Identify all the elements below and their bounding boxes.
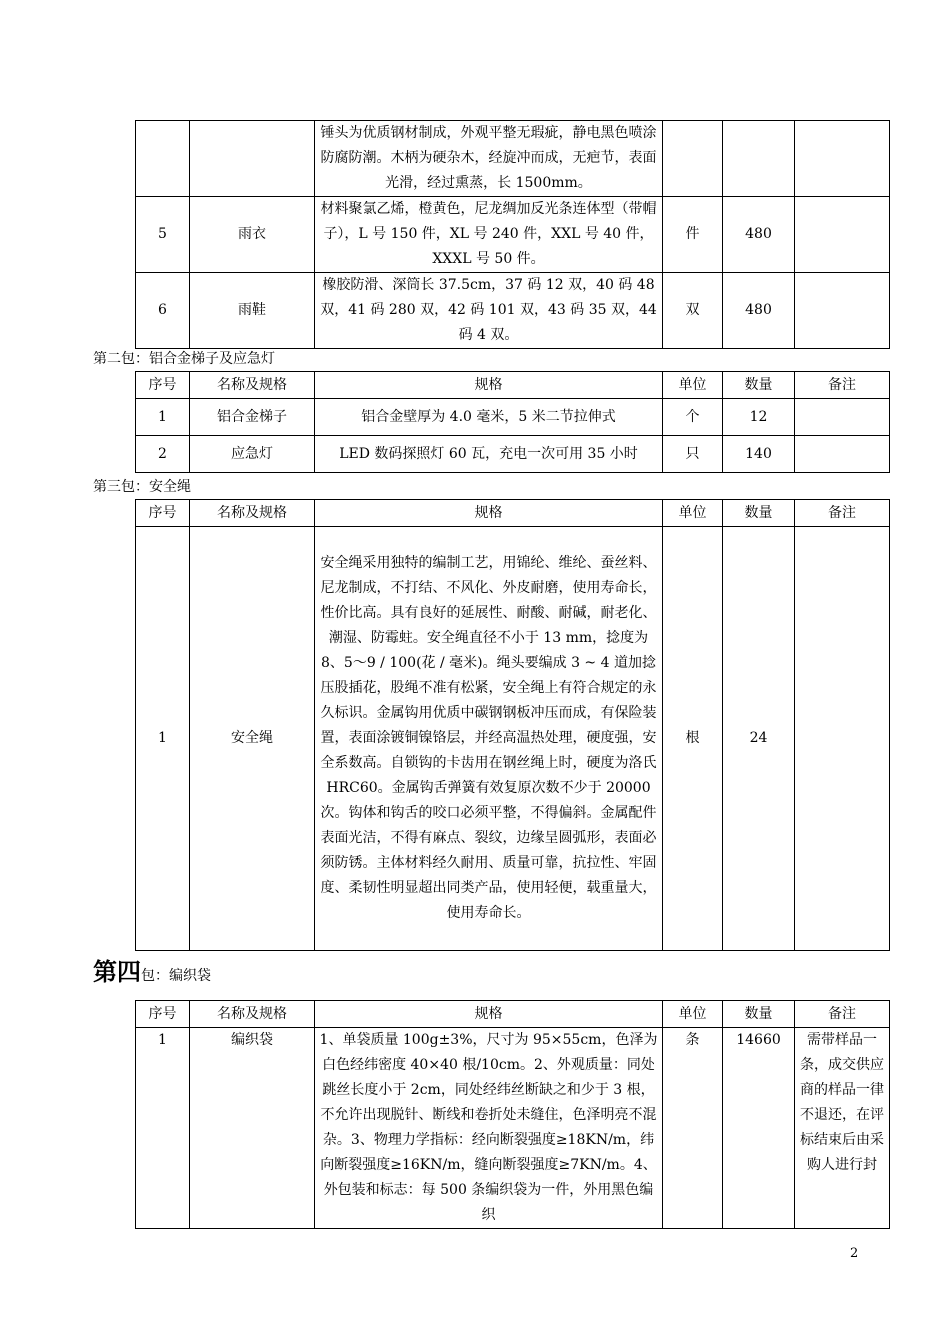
cell-spec: LED 数码探照灯 60 瓦，充电一次可用 35 小时: [315, 436, 663, 473]
header-name: 名称及规格: [190, 500, 315, 527]
pkg1-table-continued: [135, 120, 890, 349]
cell-unit: 个: [663, 399, 723, 436]
cell-unit: 条: [663, 1028, 723, 1229]
cell-no: 5: [136, 197, 190, 273]
cell-name: 雨鞋: [190, 273, 315, 349]
pkg2-table: [135, 371, 890, 473]
cell-no: [136, 121, 190, 197]
header-remark: 备注: [795, 500, 890, 527]
table-row: [136, 399, 890, 436]
cell-no: 1: [136, 399, 190, 436]
cell-name: 编织袋: [190, 1028, 315, 1229]
pkg2-title: 第二包：铝合金梯子及应急灯: [93, 351, 275, 367]
header-spec: 规格: [315, 1001, 663, 1028]
pkg4-title-big: 第四: [93, 958, 141, 986]
header-no: 序号: [136, 1001, 190, 1028]
cell-remark: [795, 399, 890, 436]
cell-no: 6: [136, 273, 190, 349]
cell-qty: 480: [723, 273, 795, 349]
header-unit: 单位: [663, 372, 723, 399]
cell-unit: 根: [663, 527, 723, 951]
cell-name: 雨衣: [190, 197, 315, 273]
header-spec: 规格: [315, 500, 663, 527]
cell-unit: 双: [663, 273, 723, 349]
cell-qty: 14660: [723, 1028, 795, 1229]
table-row: [136, 1028, 890, 1229]
table-row: [136, 527, 890, 951]
cell-unit: 只: [663, 436, 723, 473]
cell-spec: 锤头为优质钢材制成，外观平整无瑕疵，静电黑色喷涂防腐防潮。木柄为硬杂木，经旋冲而成，无疤节，表面光滑，经过熏蒸，长 1500mm。: [315, 121, 663, 197]
cell-remark: [795, 121, 890, 197]
header-name: 名称及规格: [190, 372, 315, 399]
cell-name: [190, 121, 315, 197]
table-header-row: [136, 1001, 890, 1028]
cell-spec: 1、单袋质量 100g±3%，尺寸为 95×55cm，色泽为白色经纬密度 40×40 根/10cm。2、外观质量：同处跳丝长度小于 2cm，同处经纬丝断缺之和少于 3 根，不允许出现脱针、断线和卷折处未缝住，色泽明亮不混杂。3、物理力学指标：经向断裂强度≥18KN/m，纬向断裂强度≥16KN/m，缝向断裂强度≥7KN/m。4、外包装和标志：每 500 条编织袋为一件，外用黑色编织: [315, 1028, 663, 1229]
header-qty: 数量: [723, 500, 795, 527]
cell-no: 2: [136, 436, 190, 473]
pkg4-title: [93, 958, 211, 986]
pkg3-title: 第三包：安全绳: [93, 479, 191, 495]
pkg4-table: [135, 1000, 890, 1229]
header-remark: 备注: [795, 1001, 890, 1028]
header-name: 名称及规格: [190, 1001, 315, 1028]
cell-remark: [795, 436, 890, 473]
header-no: 序号: [136, 500, 190, 527]
cell-spec: 铝合金壁厚为 4.0 毫米，5 米二节拉伸式: [315, 399, 663, 436]
header-spec: 规格: [315, 372, 663, 399]
page-number: 2: [850, 1246, 859, 1261]
cell-remark: [795, 197, 890, 273]
cell-unit: 件: [663, 197, 723, 273]
header-no: 序号: [136, 372, 190, 399]
cell-remark: 需带样品一条，成交供应商的样品一律不退还，在评标结束后由采购人进行封: [795, 1028, 890, 1229]
cell-name: 铝合金梯子: [190, 399, 315, 436]
table-header-row: [136, 372, 890, 399]
header-qty: 数量: [723, 1001, 795, 1028]
cell-qty: 12: [723, 399, 795, 436]
cell-qty: 140: [723, 436, 795, 473]
table-row: [136, 436, 890, 473]
cell-no: 1: [136, 527, 190, 951]
cell-remark: [795, 273, 890, 349]
cell-unit: [663, 121, 723, 197]
cell-name: 应急灯: [190, 436, 315, 473]
header-remark: 备注: [795, 372, 890, 399]
header-qty: 数量: [723, 372, 795, 399]
pkg4-title-rest: 包：编织袋: [141, 968, 211, 984]
table-row: [136, 273, 890, 349]
table-row: [136, 121, 890, 197]
cell-no: 1: [136, 1028, 190, 1229]
header-unit: 单位: [663, 1001, 723, 1028]
cell-spec: 安全绳采用独特的编制工艺，用锦纶、维纶、蚕丝料、尼龙制成，不打结、不风化、外皮耐磨，使用寿命长，性价比高。具有良好的延展性、耐酸、耐碱，耐老化、潮湿、防霉蛀。安全绳直径不小于 13 mm，捻度为 8、5～9 / 100(花 / 毫米)。绳头要编成 3 ~ 4 道加捻压股插花，股绳不准有松紧，安全绳上有符合规定的永久标识。金属钩用优质中碳钢钢板冲压而成，有保险装置，表面涂镀铜镍铬层，并经高温热处理，硬度强，安全系数高。自锁钩的卡齿用在钢丝绳上时，硬度为洛氏 HRC60。金属钩舌弹簧有效复原次数不少于 20000 次。钩体和钩舌的咬口必须平整，不得偏斜。金属配件表面光洁，不得有麻点、裂纹，边缘呈圆弧形，表面必须防锈。主体材料经久耐用、质量可靠，抗拉性、牢固度、柔韧性明显超出同类产品，使用轻便，载重量大，使用寿命长。: [315, 527, 663, 951]
cell-qty: 480: [723, 197, 795, 273]
cell-qty: [723, 121, 795, 197]
cell-name: 安全绳: [190, 527, 315, 951]
table-row: [136, 197, 890, 273]
table-header-row: [136, 500, 890, 527]
cell-spec: 橡胶防滑、深筒长 37.5cm，37 码 12 双，40 码 48 双，41 码 280 双，42 码 101 双，43 码 35 双，44 码 4 双。: [315, 273, 663, 349]
header-unit: 单位: [663, 500, 723, 527]
cell-qty: 24: [723, 527, 795, 951]
cell-spec: 材料聚氯乙烯，橙黄色，尼龙绸加反光条连体型（带帽子），L 号 150 件，XL 号 240 件，XXL 号 40 件，XXXL 号 50 件。: [315, 197, 663, 273]
pkg3-table: [135, 499, 890, 951]
cell-remark: [795, 527, 890, 951]
